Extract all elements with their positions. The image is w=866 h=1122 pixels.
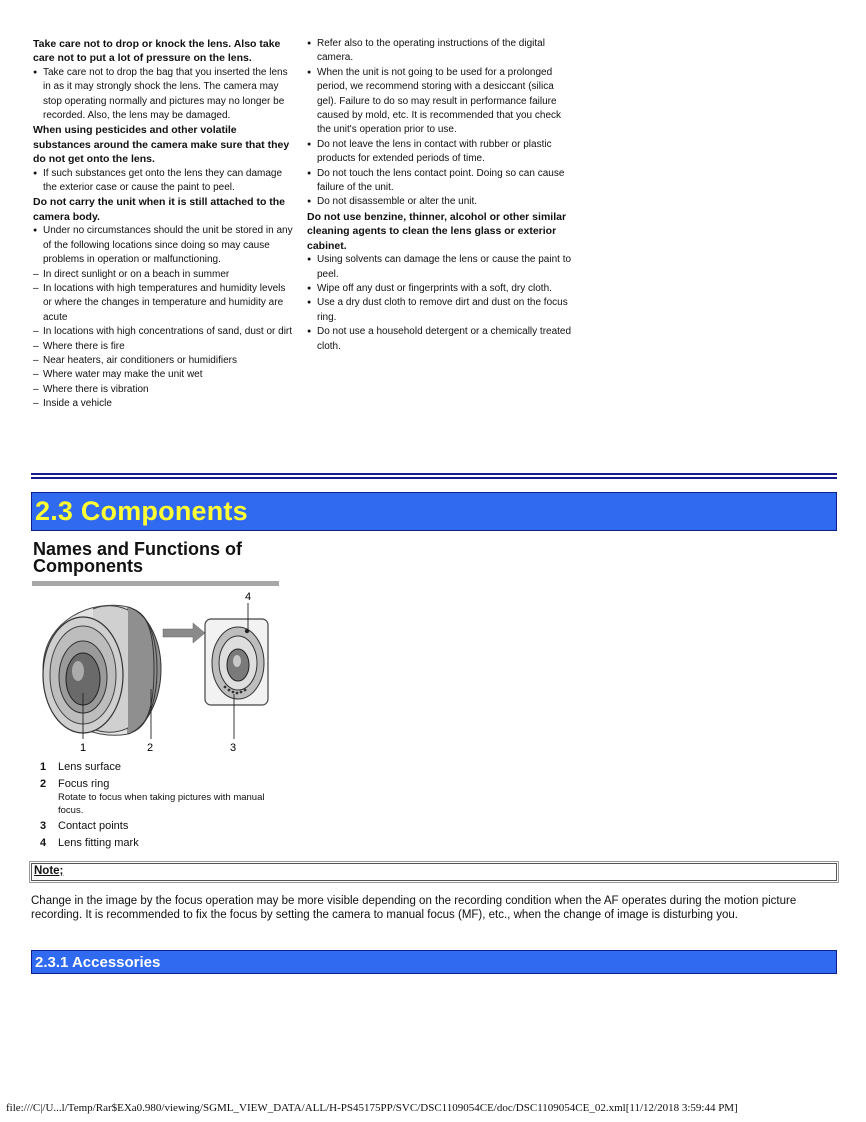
- subsection-banner: [31, 950, 837, 974]
- left-text-column: [33, 37, 295, 412]
- list-item: [40, 760, 280, 776]
- subheading: Names and Functions of Components: [33, 539, 243, 576]
- note-text: Change in the image by the focus operation may be more visible depending on the recording condition when the AF operates during the motion picture recording. It is recommended to fix the focus by setting the camera to manual focus (MF), etc., when the change of image is disturbing you.: [31, 895, 797, 921]
- section-title: 2.3 Components: [35, 496, 248, 526]
- item-number: 4: [40, 836, 47, 849]
- callout-3: 3: [230, 742, 237, 754]
- subsection-title: 2.3.1 Accessories: [35, 954, 161, 971]
- lens-diagram: [33, 589, 273, 759]
- item-description: Rotate to focus when taking pictures with manual focus.: [58, 792, 265, 816]
- right-text-column: [307, 37, 575, 354]
- item-number: 3: [40, 820, 47, 832]
- block-heading: Do not use benzine, thinner, alcohol or other similar cleaning agents to clean the lens glass or exterior cabinet.: [307, 210, 567, 252]
- bullet-item: ● Use a dry dust cloth to remove dirt and dust on the focus ring.: [307, 296, 575, 325]
- item-number: 1: [40, 761, 47, 773]
- bullet-item: ● Under no circumstances should the unit be stored in any of the following locations since doing so may cause problems in operation or malfunctioning.: [33, 224, 295, 267]
- item-label: Lens fitting mark: [58, 836, 139, 849]
- bullet-item: ● Refer also to the operating instructions of the digital camera.: [307, 37, 575, 66]
- item-label: Contact points: [58, 820, 129, 832]
- block-heading: Take care not to drop or knock the lens. Also take care not to put a lot of pressure on the lens.: [33, 38, 281, 65]
- block-heading: Do not carry the unit when it is still attached to the camera body.: [33, 196, 286, 223]
- components-list: [40, 760, 280, 852]
- dash-item: – Inside a vehicle: [33, 397, 295, 411]
- callout-2: 2: [147, 742, 154, 754]
- dash-item: – Where there is fire: [33, 340, 295, 354]
- lens-mount-inset: [205, 619, 268, 705]
- bullet-item: ● Do not touch the lens contact point. Doing so can cause failure of the unit.: [307, 167, 575, 196]
- callout-4: 4: [245, 591, 252, 603]
- block-heading: When using pesticides and other volatile substances around the camera make sure that they do not get onto the lens.: [33, 124, 290, 166]
- callout-1: 1: [80, 742, 87, 754]
- bullet-item: ● If such substances get onto the lens they can damage the exterior case or cause the paint to peel.: [33, 167, 295, 196]
- section-divider: [31, 473, 837, 479]
- section-banner: [31, 492, 837, 531]
- list-item: [40, 836, 280, 852]
- bullet-item: ● Do not leave the lens in contact with rubber or plastic products for extended periods of time.: [307, 138, 575, 167]
- arrow-icon: [163, 623, 205, 643]
- item-label: Focus ring: [58, 777, 110, 790]
- dash-item: – Where there is vibration: [33, 383, 295, 397]
- dash-item: – Where water may make the unit wet: [33, 368, 295, 382]
- list-item: [40, 819, 280, 835]
- dash-item: – In locations with high temperatures and humidity levels or where the changes in temperature and humidity are acute: [33, 282, 295, 325]
- focus-ring: [128, 607, 161, 734]
- dash-item: – In direct sunlight or on a beach in summer: [33, 268, 295, 282]
- dash-item: – In locations with high concentrations of sand, dust or dirt: [33, 325, 295, 339]
- bullet-item: ● Do not disassemble or alter the unit.: [307, 195, 575, 209]
- bullet-item: ● Take care not to drop the bag that you inserted the lens in as it may strongly shock the lens. The camera may stop operating normally and pictures may no longer be recorded. Also, the lens may be damaged.: [33, 66, 295, 124]
- list-item: [40, 777, 280, 818]
- bullet-item: ● When the unit is not going to be used for a prolonged period, we recommend storing with a desiccant (silica gel). Failure to do so may result in performance failure caused by mold, etc. It is recommended that you check the unit's operation prior to use.: [307, 66, 575, 138]
- note-box: [31, 863, 837, 881]
- item-label: Lens surface: [58, 761, 121, 773]
- note-label: Note;: [34, 865, 64, 877]
- bullet-item: ● Do not use a household detergent or a chemically treated cloth.: [307, 325, 575, 354]
- item-number: 2: [40, 777, 47, 790]
- footer-file-path: file:///C|/U...l/Temp/Rar$EXa0.980/viewing/SGML_VIEW_DATA/ALL/H-PS45175PP/SVC/DSC1109054CE/doc/DSC1109054CE_02.xml[11/12/2018 3:59:44 PM]: [6, 1102, 738, 1114]
- lens-fitting-mark: [245, 629, 249, 633]
- subheading-underline: [32, 581, 279, 586]
- bullet-item: ● Using solvents can damage the lens or cause the paint to peel.: [307, 253, 575, 282]
- bullet-item: ● Wipe off any dust or fingerprints with a soft, dry cloth.: [307, 282, 575, 296]
- dash-item: – Near heaters, air conditioners or humidifiers: [33, 354, 295, 368]
